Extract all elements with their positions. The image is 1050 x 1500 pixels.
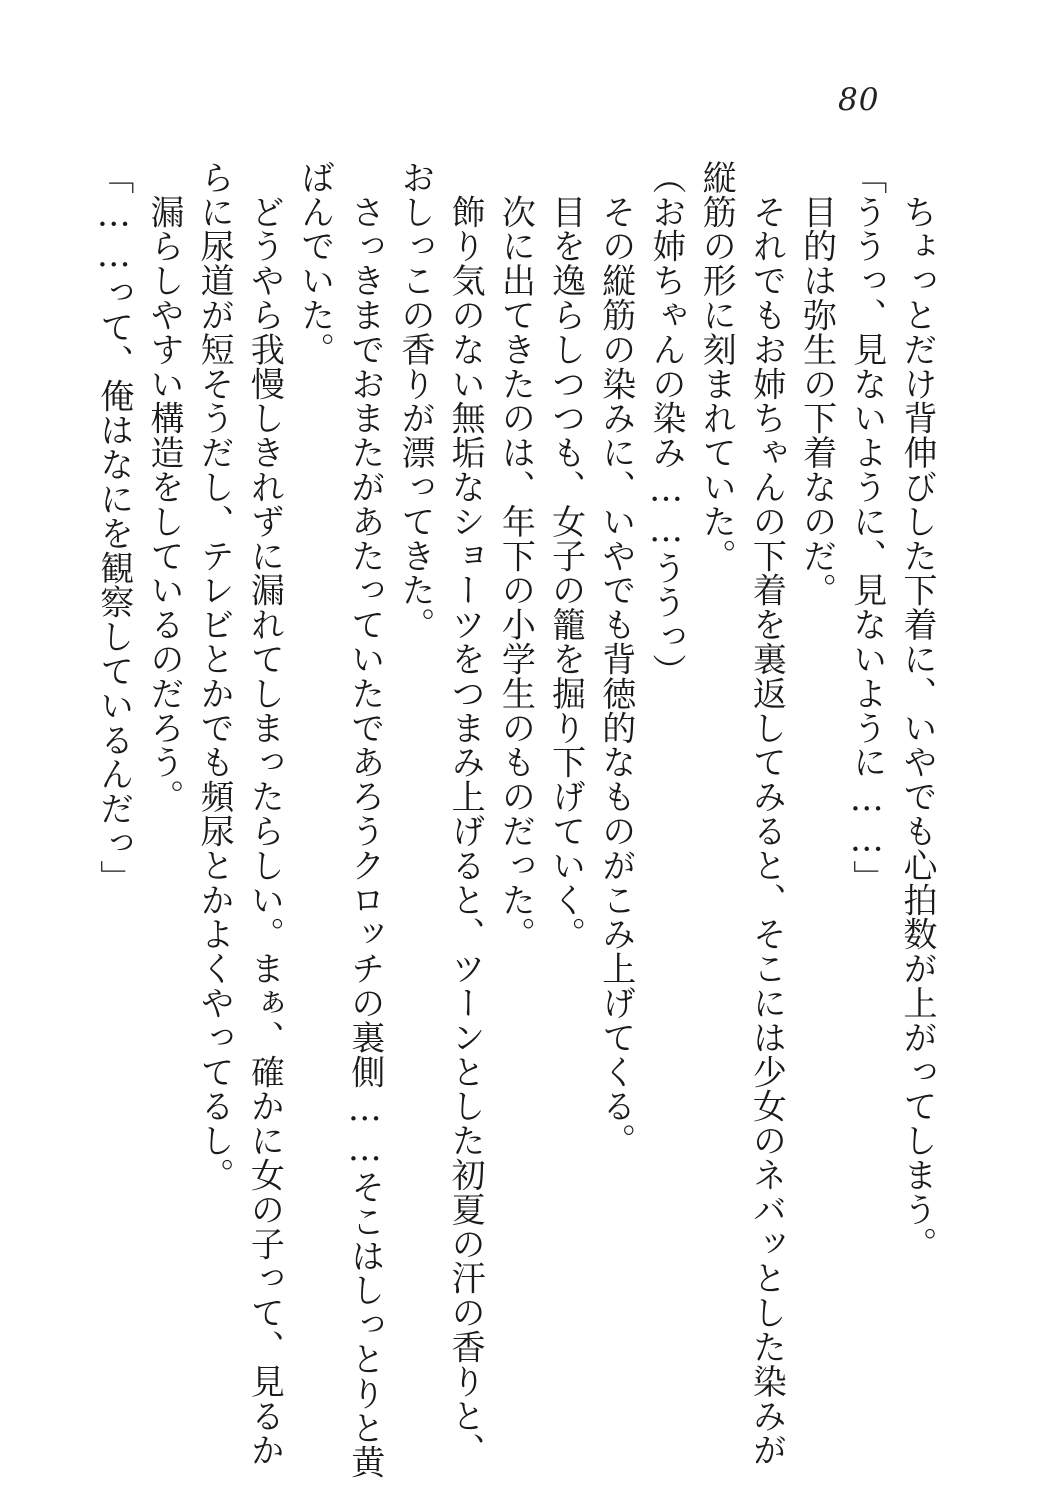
text-line: おしっこの香りが漂ってきた。 — [394, 160, 435, 642]
text-line: それでもお姉ちゃんの下着を裏返してみると、そこには少女のネバッとした染みが — [746, 160, 787, 1468]
text-line: ちょっとだけ背伸びした下着に、いやでも心拍数が上がってしまう。 — [897, 160, 937, 1261]
text-line: 次に出てきたのは、年下の小学生のものだった。 — [495, 160, 536, 952]
text-line: 「ううっ、見ないように、見ないように……」 — [846, 160, 887, 895]
text-line: さっきまでおまたがあたっていたであろうクロッチの裏側……そこはしっとりと黄 — [344, 160, 385, 1480]
text-line: 縦筋の形に刻まれていた。 — [696, 160, 737, 573]
text-line: 目を逸らしつつも、女子の籠を掘り下げていく。 — [545, 160, 586, 952]
text-line: 目的は弥生の下着なのだ。 — [796, 160, 837, 608]
text-line: 「……って、俺はなにを観察しているんだっ」 — [93, 160, 134, 895]
text-line: （お姉ちゃんの染み……ううっ） — [645, 160, 686, 688]
text-line: どうやら我慢しきれずに漏れてしまったらしい。まぁ、確かに女の子って、見るか — [244, 160, 285, 1468]
text-line: らに尿道が短そうだし、テレビとかでも頻尿とかよくやってるし。 — [194, 160, 235, 1192]
text-line: 漏らしやすい構造をしているのだろう。 — [143, 160, 184, 814]
body-text — [93, 160, 942, 1480]
text-line: その縦筋の染みに、いやでも背徳的なものがこみ上げてくる。 — [595, 160, 636, 1158]
page-number: 80 — [838, 82, 880, 118]
text-line: 飾り気のない無垢なショーツをつまみ上げると、ツーンとした初夏の汗の香りと、 — [445, 160, 486, 1468]
text-line: ばんでいた。 — [294, 160, 335, 367]
